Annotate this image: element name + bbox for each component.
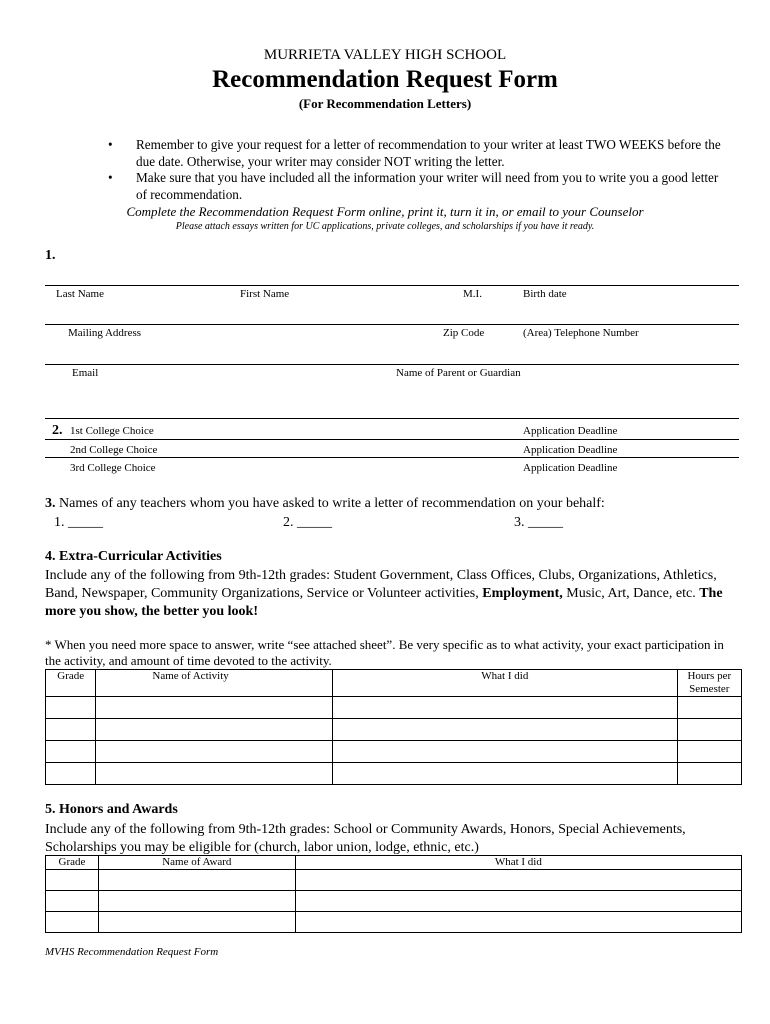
table-cell[interactable] [46,763,96,785]
table-cell[interactable] [98,891,295,912]
activities-employment: Employment, [482,586,563,601]
column-header: Grade [46,670,96,697]
divider [45,285,739,286]
parent-guardian-label: Name of Parent or Guardian [396,367,521,379]
divider [45,457,739,458]
activities-text-a: Include any of the following from 9th-12th grades: Student Government, Class Offices, Clubs, Organizations, Athletics, Band, Newspaper, Community Organizations, Service or Volunteer activities, [45,568,717,601]
school-name: MURRIETA VALLEY HIGH SCHOOL [263,47,507,63]
table-row [46,719,742,741]
college-choice-1-label: 1st College Choice [70,425,154,437]
section-1-number: 1. [45,248,56,263]
teacher-2-blank: 2. _____ [283,515,332,530]
first-name-label: First Name [240,288,290,300]
deadline-2-label: Application Deadline [523,444,618,456]
table-cell[interactable] [295,912,741,933]
table-cell[interactable] [46,719,96,741]
table-cell[interactable] [46,741,96,763]
college-choice-3-label: 3rd College Choice [70,462,156,474]
table-cell[interactable] [295,870,741,891]
column-header: Grade [46,856,99,870]
activities-heading: 4. Extra-Curricular Activities [45,549,222,564]
table-cell[interactable] [98,912,295,933]
zip-code-label: Zip Code [443,327,485,339]
form-subtitle: (For Recommendation Letters) [298,96,472,111]
email-label: Email [72,367,99,379]
table-cell[interactable] [46,912,99,933]
deadline-1-label: Application Deadline [523,425,618,437]
table-cell[interactable] [677,741,741,763]
table-row [46,697,742,719]
table-row [46,912,742,933]
table-cell[interactable] [677,763,741,785]
honors-table [45,855,742,933]
college-choice-2-label: 2nd College Choice [70,444,158,456]
column-header: Hours per Semester [677,670,741,697]
last-name-label: Last Name [56,288,104,300]
table-cell[interactable] [333,719,678,741]
column-header: What I did [295,856,741,870]
bullet-item: • Remember to give your request for a letter of recommendation to your writer at least TWO WEEKS before the due date. Otherwise, your writer may consider NOT writing the letter. [108,137,728,170]
activities-emphasis: The more you show, the better you look! [45,586,723,619]
mailing-address-label: Mailing Address [68,327,142,339]
table-cell[interactable] [46,891,99,912]
column-header: Name of Activity [96,670,333,697]
table-cell[interactable] [295,891,741,912]
table-cell[interactable] [333,741,678,763]
table-cell[interactable] [46,870,99,891]
divider [45,439,739,440]
attach-note: Please attach essays written for UC applications, private colleges, and scholarships if you have it ready. [175,221,595,232]
column-header: Name of Award [98,856,295,870]
table-cell[interactable] [96,763,333,785]
submit-instruction: Complete the Recommendation Request Form online, print it, turn it in, or email to your Counselor [126,204,644,219]
activities-note: * When you need more space to answer, write “see attached sheet”. Be very specific as to what activity, your exact participation in the activity, and amount of time devoted to the activity. [45,637,724,668]
table-cell[interactable] [96,741,333,763]
teacher-1-blank: 1. _____ [54,515,103,530]
page-footer: MVHS Recommendation Request Form [45,946,219,958]
divider [45,364,739,365]
section-3-number: 3. [45,496,56,511]
table-cell[interactable] [98,870,295,891]
table-cell[interactable] [46,697,96,719]
honors-description: Include any of the following from 9th-12th grades: School or Community Awards, Honors, Special Achievements, Scholarships you may be eligible for (church, labor union, lodge, ethnic, etc.) [45,822,686,855]
table-cell[interactable] [96,697,333,719]
activities-description [45,567,725,621]
teachers-text: Names of any teachers whom you have asked to write a letter of recommendation on your behalf: [59,496,605,511]
table-cell[interactable] [333,763,678,785]
table-row [46,891,742,912]
telephone-label: (Area) Telephone Number [523,327,639,339]
activities-text-b: Music, Art, Dance, etc. [562,586,700,601]
divider [45,418,739,419]
divider [45,324,739,325]
teachers-prompt [45,495,745,513]
table-cell[interactable] [96,719,333,741]
section-2-number: 2. [52,423,63,438]
teacher-3-blank: 3. _____ [514,515,563,530]
table-row [46,763,742,785]
table-row [46,741,742,763]
honors-heading: 5. Honors and Awards [45,802,178,817]
table-cell[interactable] [333,697,678,719]
table-cell[interactable] [677,697,741,719]
mi-label: M.I. [463,288,482,300]
deadline-3-label: Application Deadline [523,462,618,474]
bullet-item: • Make sure that you have included all the information your writer will need from you to write you a good letter of recommendation. [108,170,728,203]
table-cell[interactable] [677,719,741,741]
birth-date-label: Birth date [523,288,567,300]
form-title: Recommendation Request Form [212,66,558,93]
instruction-bullets [108,137,728,203]
column-header: What I did [333,670,678,697]
table-row [46,870,742,891]
activities-table [45,669,742,785]
